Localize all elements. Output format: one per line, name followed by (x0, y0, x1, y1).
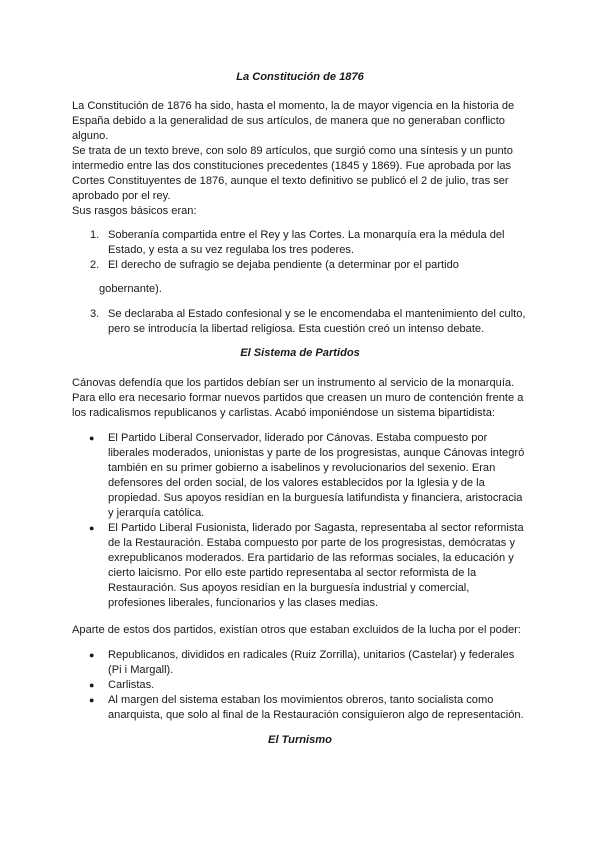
bullet-icon: ● (89, 680, 95, 690)
rasgo-item (72, 228, 528, 258)
rasgo-text: El derecho de sufragio se dejaba pendiente (a determinar por el partido (108, 259, 459, 271)
partidos-intro: Cánovas defendía que los partidos debían ser un instrumento al servicio de la monarquía. Para ello era necesario formar nuevos partidos que creasen un muro de contención frente a los radicalismos republicanos y carlistas. Acabó imponiéndose un sistema bipartidista: (72, 377, 524, 419)
list-number: 2. (90, 259, 100, 271)
title-constitucion: La Constitución de 1876 (236, 71, 364, 83)
list-number: 3. (90, 308, 100, 320)
list-item (72, 678, 528, 693)
rasgo-text: Se declaraba al Estado confesional y se le encomendaba el mantenimiento del culto, pero se introducía la libertad religiosa. Esta cuestión creó un intenso debate. (108, 308, 526, 335)
list-item (72, 431, 528, 521)
partido-text: El Partido Liberal Fusionista, liderado por Sagasta, representaba al sector reformista de la Restauración. Estaba compuesto por parte de los progresistas, demócratas y exrepublicanos moderados. Era partidario de las reformas sociales, la educación y cierto laicismo. Por ello este partido representaba al sector reformista de la Restauración. Sus apoyos residían en la burguesía industrial y comercial, profesiones liberales, funcionarios y las clases medias. (108, 522, 524, 609)
bullet-icon: ● (89, 695, 95, 705)
intro-paragraph-3: Sus rasgos básicos eran: (72, 205, 197, 217)
intro-paragraph-2: Se trata de un texto breve, con solo 89 artículos, que surgió como una síntesis y un punto intermedio entre las dos constituciones precedentes (1845 y 1869). Fue aprobada por las Cortes Constituyentes de 1876, aunque el texto definitivo se publicó el 2 de julio, tras ser aprobado por el rey. (72, 145, 513, 202)
rasgo-2-continuation: gobernante). (99, 283, 162, 295)
bullet-icon: ● (89, 523, 95, 533)
partidos-list (72, 431, 528, 611)
list-item (72, 521, 528, 611)
list-item (72, 693, 528, 723)
intro-paragraph-1: La Constitución de 1876 ha sido, hasta el momento, la de mayor vigencia en la historia de España debido a la generalidad de sus artículos, de manera que no generaban conflicto alguno. (72, 100, 515, 142)
list-number: 1. (90, 229, 100, 241)
title-turnismo: El Turnismo (268, 734, 332, 746)
rasgo-item (72, 307, 528, 337)
excluido-text: Al margen del sistema estaban los movimientos obreros, tanto socialista como anarquista, que solo al final de la Restauración consiguieron algo de representación. (108, 694, 524, 721)
rasgo-item (72, 258, 528, 273)
rasgos-list-continued (72, 307, 528, 337)
list-item (72, 648, 528, 678)
excluido-text: Carlistas. (108, 679, 155, 691)
partido-text: El Partido Liberal Conservador, liderado por Cánovas. Estaba compuesto por liberales moderados, unionistas y parte de los progresistas, aunque Cánovas integró también en su primer gobierno a isabelinos y revolucionarios del sexenio. Eran defensores del orden social, de los valores establecidos por la Iglesia y de la propiedad. Sus apoyos residían en la burguesía latifundista y financiera, aristocracia y jerarquía católica. (108, 432, 525, 519)
excluido-text: Republicanos, divididos en radicales (Ruiz Zorrilla), unitarios (Castelar) y federales (Pi i Margall). (108, 649, 515, 676)
bullet-icon: ● (89, 650, 95, 660)
rasgo-text: Soberanía compartida entre el Rey y las Cortes. La monarquía era la médula del Estado, y esta a su vez regulaba los tres poderes. (108, 229, 505, 256)
title-sistema-partidos: El Sistema de Partidos (240, 347, 360, 359)
excluidos-list (72, 648, 528, 723)
excluidos-intro: Aparte de estos dos partidos, existían otros que estaban excluidos de la lucha por el poder: (72, 624, 521, 636)
bullet-icon: ● (89, 433, 95, 443)
rasgos-list (72, 228, 528, 273)
